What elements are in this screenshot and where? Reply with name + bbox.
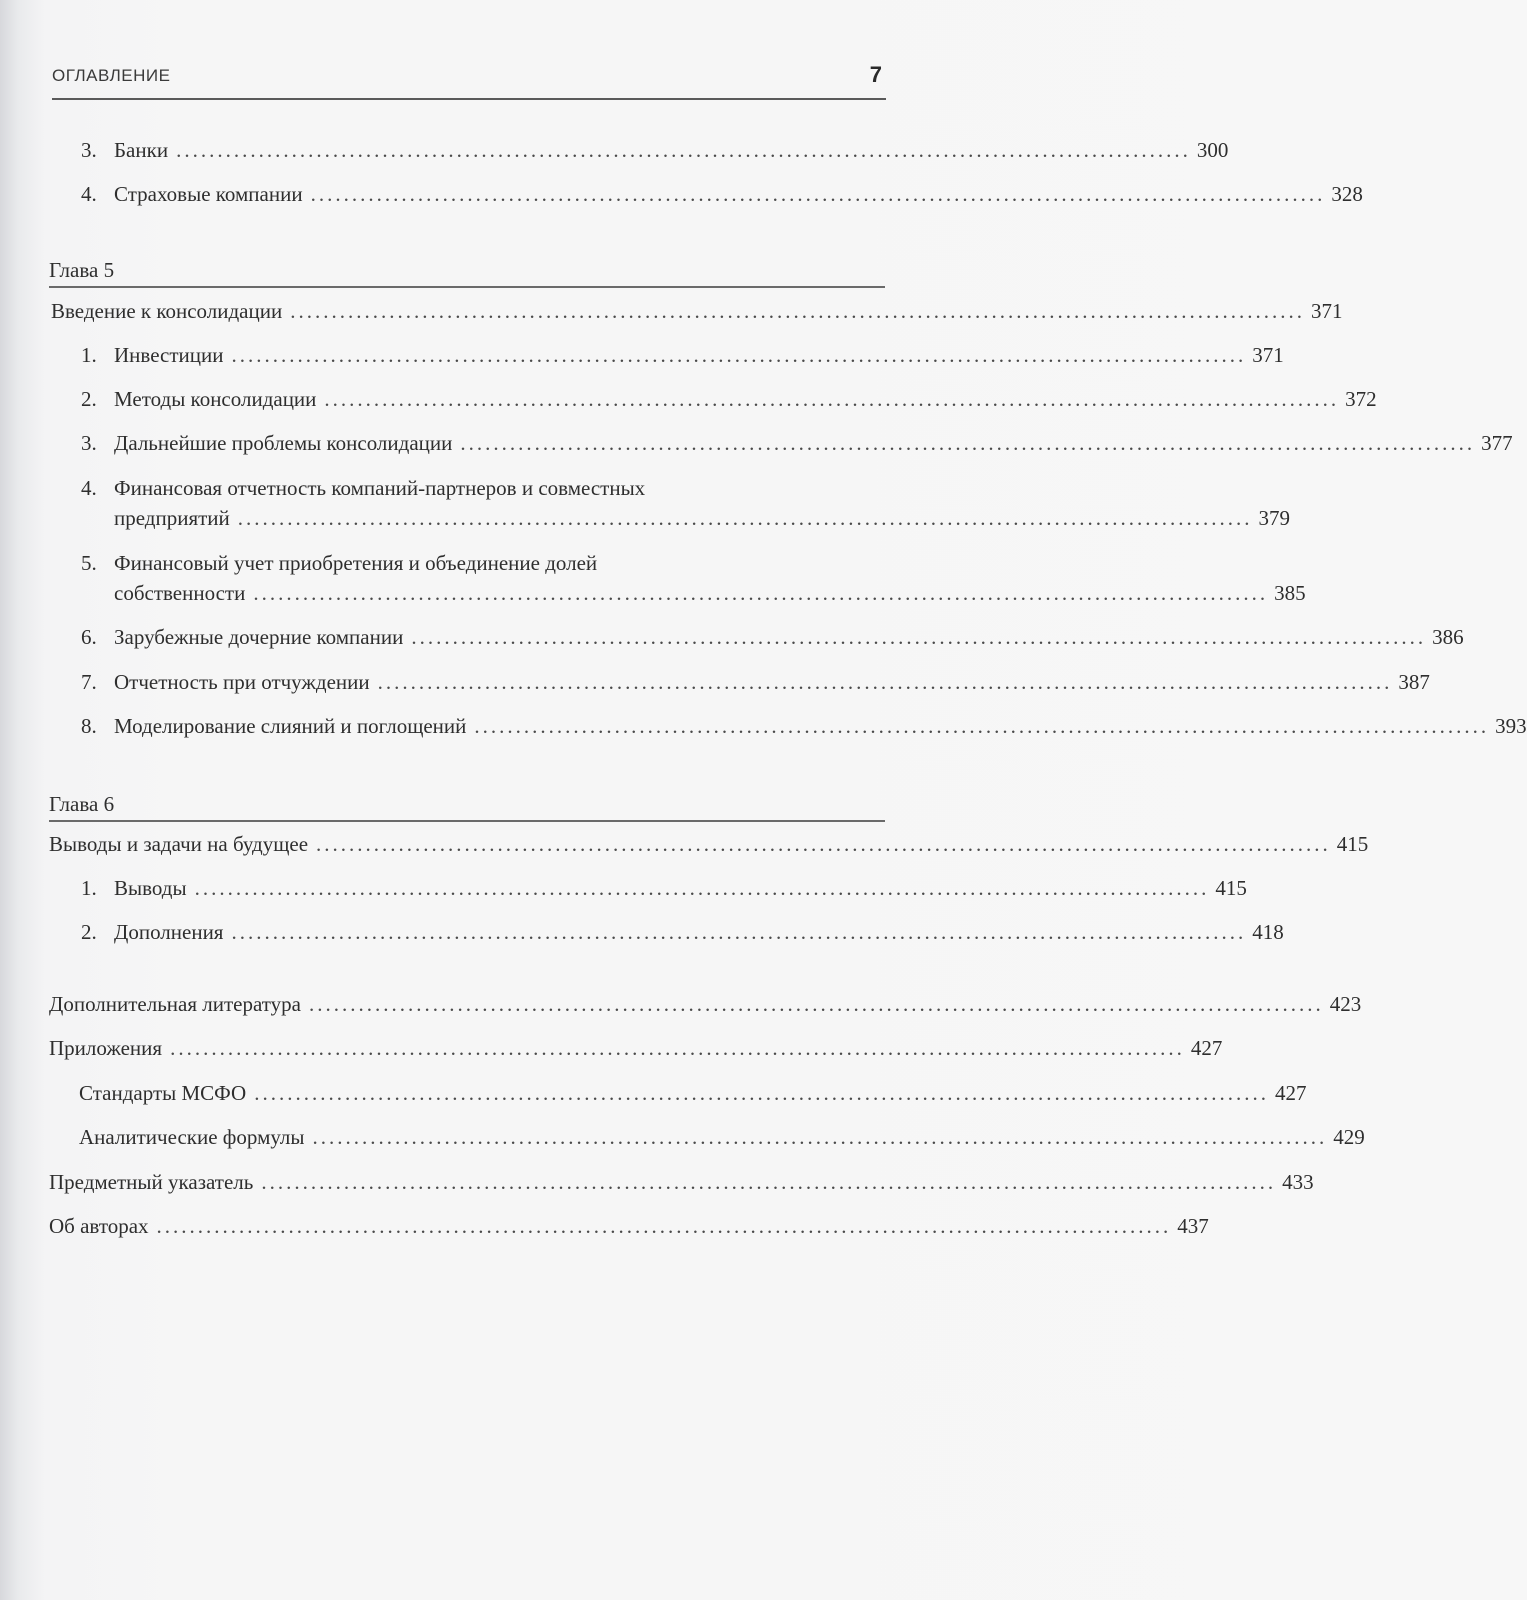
- dot-leader: ...........................................................................................................................: [176, 138, 1191, 162]
- entry-number: 2.: [81, 920, 97, 944]
- entry-page: 427: [1190, 1036, 1223, 1060]
- entry-page: 386: [1432, 625, 1464, 649]
- toc-entry: [81, 179, 1363, 209]
- entry-page: 415: [1336, 832, 1369, 856]
- entry-page: 433: [1282, 1170, 1314, 1194]
- entry-title: Дополнительная литература: [49, 992, 301, 1016]
- entry-title: Финансовая отчетность компаний-партнеров и совместных: [114, 476, 646, 500]
- entry-title: Дополнения: [114, 920, 224, 944]
- entry-number: 7.: [81, 670, 97, 694]
- entry-title: Приложения: [49, 1036, 163, 1060]
- dot-leader: ...........................................................................................................................: [312, 1125, 1328, 1149]
- toc-entry: [49, 1167, 1314, 1197]
- page-number: 7: [869, 62, 882, 87]
- entry-title: Страховые компании: [114, 182, 303, 206]
- dot-leader: ...........................................................................................................................: [324, 387, 1340, 411]
- entry-title: Зарубежные дочерние компании: [114, 625, 404, 649]
- dot-leader: ...........................................................................................................................: [170, 1036, 1185, 1060]
- entry-number: 8.: [81, 714, 97, 738]
- toc-entry: [79, 1078, 1307, 1108]
- dot-leader: ...........................................................................................................................: [231, 920, 1247, 944]
- entry-number: 5.: [81, 551, 97, 575]
- entry-page: 418: [1252, 920, 1284, 944]
- chapter-label: Глава 5: [49, 258, 115, 282]
- entry-number: 3.: [81, 431, 97, 455]
- entry-number: 4.: [81, 182, 97, 206]
- entry-page: 423: [1329, 992, 1362, 1016]
- dot-leader: ...........................................................................................................................: [254, 1081, 1269, 1105]
- dot-leader: ...........................................................................................................................: [377, 670, 1393, 694]
- toc-entry: [81, 873, 1247, 903]
- entry-title: Стандарты МСФО: [79, 1081, 247, 1105]
- entry-page: 371: [1310, 299, 1343, 323]
- chapter-label: Глава 6: [49, 792, 115, 816]
- entry-page: 415: [1215, 876, 1247, 900]
- entry-number: 4.: [81, 476, 97, 500]
- entry-page: 377: [1481, 431, 1513, 455]
- toc-entry: [81, 473, 1291, 533]
- dot-leader: ...........................................................................................................................: [411, 625, 1427, 649]
- entry-number: 1.: [81, 876, 97, 900]
- entry-page: 387: [1398, 670, 1430, 694]
- entry-title: Введение к консолидации: [51, 299, 283, 323]
- dot-leader: ...........................................................................................................................: [310, 182, 1326, 206]
- entry-title: Финансовый учет приобретения и объединение долей: [114, 551, 598, 575]
- dot-leader: ...........................................................................................................................: [261, 1170, 1277, 1194]
- entry-title: Методы консолидации: [114, 387, 317, 411]
- entry-title-continued: собственности: [114, 581, 246, 605]
- entry-page: 372: [1345, 387, 1377, 411]
- entry-title: Аналитические формулы: [79, 1125, 305, 1149]
- entry-title: Дальнейшие проблемы консолидации: [114, 431, 453, 455]
- toc-entry: [81, 135, 1229, 165]
- entry-title: Выводы и задачи на будущее: [49, 832, 309, 856]
- dot-leader: ...........................................................................................................................: [316, 832, 1331, 856]
- entry-page: 429: [1333, 1125, 1365, 1149]
- entry-page: 385: [1274, 581, 1306, 605]
- entry-title: Инвестиции: [114, 343, 224, 367]
- toc-entry: [49, 1211, 1209, 1241]
- dot-leader: ...........................................................................................................................: [253, 581, 1269, 605]
- toc-entry: [49, 829, 1369, 859]
- toc-entry: [51, 296, 1343, 326]
- entry-number: 3.: [81, 138, 97, 162]
- toc-entry: [81, 428, 1513, 458]
- entry-page: 437: [1177, 1214, 1209, 1238]
- dot-leader: ...........................................................................................................................: [308, 992, 1324, 1016]
- toc-entry: [81, 622, 1464, 652]
- toc-entry: [79, 1122, 1365, 1152]
- dot-leader: ...........................................................................................................................: [237, 506, 1253, 530]
- entry-title: Об авторах: [49, 1214, 149, 1238]
- chapter-heading: [49, 258, 885, 288]
- entry-page: 371: [1252, 343, 1284, 367]
- toc-entry: [81, 667, 1430, 697]
- entry-page: 427: [1274, 1081, 1307, 1105]
- toc-entry: [81, 384, 1377, 414]
- dot-leader: ...........................................................................................................................: [474, 714, 1490, 738]
- toc-entry: [49, 1033, 1223, 1063]
- dot-leader: ...........................................................................................................................: [231, 343, 1247, 367]
- running-title: ОГЛАВЛЕНИЕ: [52, 66, 171, 85]
- toc-entry: [81, 917, 1284, 947]
- entry-title: Предметный указатель: [49, 1170, 254, 1194]
- entry-number: 1.: [81, 343, 97, 367]
- entry-title-continued: предприятий: [114, 506, 230, 530]
- dot-leader: ...........................................................................................................................: [290, 299, 1305, 323]
- entry-page: 328: [1331, 182, 1363, 206]
- entry-title: Отчетность при отчуждении: [114, 670, 370, 694]
- dot-leader: ...........................................................................................................................: [194, 876, 1210, 900]
- entry-number: 2.: [81, 387, 97, 411]
- entry-title: Моделирование слияний и поглощений: [114, 714, 467, 738]
- entry-title: Банки: [114, 138, 169, 162]
- toc-entry: [81, 548, 1306, 608]
- dot-leader: ...........................................................................................................................: [460, 431, 1476, 455]
- running-header: [52, 62, 886, 100]
- entry-page: 379: [1258, 506, 1291, 530]
- toc-entry: [81, 340, 1284, 370]
- entry-title: Выводы: [114, 876, 187, 900]
- entry-page: 300: [1196, 138, 1229, 162]
- dot-leader: ...........................................................................................................................: [156, 1214, 1172, 1238]
- toc-entry: [49, 989, 1362, 1019]
- toc-entry: [81, 711, 1527, 741]
- entry-number: 6.: [81, 625, 97, 649]
- entry-page: 393: [1495, 714, 1527, 738]
- chapter-heading: [49, 792, 885, 822]
